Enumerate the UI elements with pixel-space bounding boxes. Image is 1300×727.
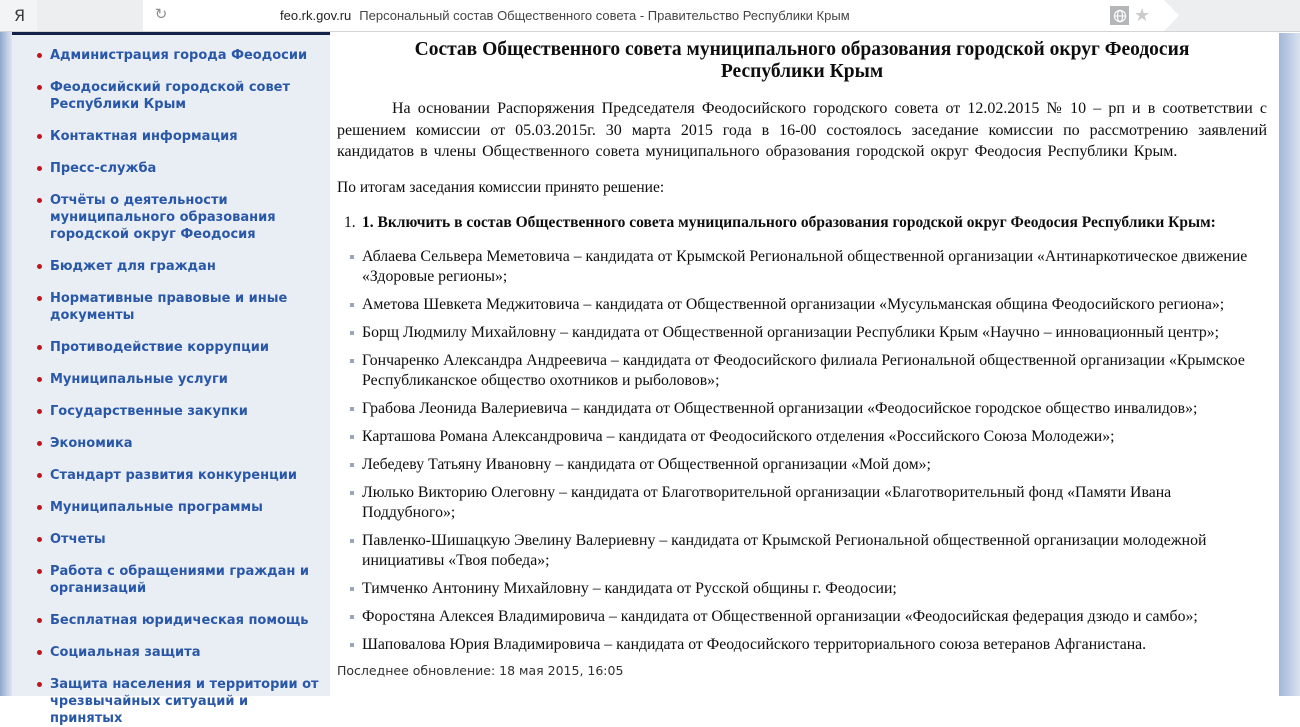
address-bar-text[interactable] [280, 8, 850, 24]
member-name-text: Борщ Людмилу Михайловну – кандидата от Общественной организации Республики Крым «Научно – инновационный центр»; [362, 323, 1220, 341]
member-list-item [362, 247, 1267, 287]
last-update-timestamp: Последнее обновление: 18 мая 2015, 16:05 [337, 662, 624, 678]
bookmark-star-icon[interactable]: ★ [1134, 5, 1151, 25]
sidebar-menu [36, 47, 322, 727]
yandex-browser-icon[interactable]: Я [14, 6, 26, 25]
sidebar-item[interactable] [36, 79, 322, 113]
member-name-text: Аметова Шевкета Меджитовича – кандидата от Общественной организации «Мусульманская община Феодосийского региона»; [362, 295, 1225, 313]
sidebar-item-label: Нормативные правовые и иные документы [50, 291, 288, 323]
member-name-text: Карташова Романа Александровича – кандидата от Феодосийского отделения «Российского Союза Молодежи»; [362, 427, 1115, 445]
sidebar-item[interactable] [36, 160, 322, 177]
intro-paragraph: На основании Распоряжения Председателя Феодосийского городского совета от 12.02.2015 № 10 – рп и в соответствии с решением комиссии от 05.03.2015г. 30 марта 2015 года в 16-00 состоялось заседание комиссии по рассмотрению заявлений кандидатов в члены Общественного совета муниципального образования городской округ Феодосия Республики Крым. [337, 100, 1267, 160]
sidebar-item-label: Бесплатная юридическая помощь [50, 613, 309, 628]
sidebar-item[interactable] [36, 258, 322, 275]
member-name-text: Аблаева Сельвера Меметовича – кандидата от Крымской Региональной общественной организации «Антинаркотическое движение «Здоровые регионы»; [362, 247, 1248, 285]
sidebar-item[interactable] [36, 435, 322, 452]
sidebar-item[interactable] [36, 563, 322, 597]
member-list-item [362, 579, 1267, 599]
sidebar-item-label: Пресс-служба [50, 161, 157, 176]
sidebar-item[interactable] [36, 47, 322, 64]
member-name-text: Грабова Леонида Валериевича – кандидата от Общественной организации «Феодосийское городское общество инвалидов»; [362, 399, 1198, 417]
list-intro-text: 1. Включить в состав Общественного совета муниципального образования городской округ Феодосия Республики Крым: [362, 213, 1216, 231]
sidebar-item-label: Государственные закупки [50, 404, 248, 419]
sidebar-item[interactable] [36, 644, 322, 661]
list-number: 1. [344, 213, 356, 231]
member-name-text: Люлько Викторию Олеговну – кандидата от Благотворительной организации «Благотворительный фонд «Памяти Ивана Поддубного»; [362, 483, 1172, 521]
sidebar-item[interactable] [36, 371, 322, 388]
sidebar-item-label: Стандарт развития конкуренции [50, 468, 297, 483]
sidebar-item-label: Противодействие коррупции [50, 340, 269, 355]
sidebar-item[interactable] [36, 192, 322, 243]
member-list-item [362, 399, 1267, 419]
sidebar-item[interactable] [36, 290, 322, 324]
members-list [337, 247, 1267, 655]
member-name-text: Гончаренко Александра Андреевича – кандидата от Феодосийского филиала Региональной общественной организации «Крымское Республиканское общество охотников и рыболовов»; [362, 351, 1245, 389]
sidebar-item-label: Бюджет для граждан [50, 259, 216, 274]
sidebar-item[interactable] [36, 128, 322, 145]
sidebar-item-label: Социальная защита [50, 645, 201, 660]
member-list-item [362, 351, 1267, 391]
url-domain: feo.rk.gov.ru [280, 8, 352, 23]
sidebar-item[interactable] [36, 339, 322, 356]
member-list-item [362, 295, 1267, 315]
sidebar-item-label: Администрация города Феодосии [50, 48, 308, 63]
sidebar-item-label: Контактная информация [50, 129, 238, 144]
site-globe-icon[interactable] [1110, 6, 1129, 25]
member-name-text: Шаповалова Юрия Владимировича – кандидата от Феодосийского территориального союза ветеранов Афганистана. [362, 635, 1147, 653]
sidebar-item-label: Муниципальные услуги [50, 372, 228, 387]
browser-toolbar [0, 0, 1300, 32]
sidebar-item[interactable] [36, 403, 322, 420]
sidebar-item-label: Отчеты [50, 532, 106, 547]
sidebar-item-label: Экономика [50, 436, 133, 451]
reload-icon[interactable]: ↻ [154, 6, 168, 23]
sidebar-item[interactable] [36, 467, 322, 484]
member-list-item [362, 427, 1267, 447]
sidebar-item[interactable] [36, 499, 322, 516]
member-list-item [362, 531, 1267, 571]
page-right-border [1279, 33, 1300, 696]
sidebar-navigation [12, 31, 330, 726]
globe-icon [1113, 9, 1127, 23]
ordered-list-item [337, 213, 1267, 233]
sidebar-item[interactable] [36, 676, 322, 727]
member-name-text: Павленко-Шишацкую Эвелину Валериевну – кандидата от Крымской Региональной общественной организации молодежной инициативы «Твоя победа»; [362, 531, 1207, 569]
sidebar-item-label: Феодосийский городской совет Республики Крым [50, 80, 291, 112]
member-list-item [362, 607, 1267, 627]
sidebar-item[interactable] [36, 531, 322, 548]
page-title: Состав Общественного совета муниципального образования городской округ Феодосия Республики Крым [414, 39, 1190, 82]
member-name-text: Форостяна Алексея Владимировича – кандидата от Общественной организации «Феодосийская федерация дзюдо и самбо»; [362, 607, 1198, 625]
sidebar-item-label: Муниципальные программы [50, 500, 263, 515]
page-left-border [0, 31, 12, 696]
member-list-item [362, 323, 1267, 343]
sidebar-item-label: Работа с обращениями граждан и организаций [50, 564, 310, 596]
sidebar-item-label: Отчёты о деятельности муниципального образования городской округ Феодосия [50, 193, 276, 242]
sidebar-item-label: Защита населения и территории от чрезвычайных ситуаций и принятых [50, 677, 319, 726]
main-content [337, 31, 1267, 678]
member-list-item [362, 455, 1267, 475]
member-list-item [362, 483, 1267, 523]
tab-page-title: Персональный состав Общественного совета - Правительство Республики Крым [359, 8, 850, 23]
member-list-item [362, 635, 1267, 655]
decision-paragraph: По итогам заседания комиссии принято решение: [337, 178, 665, 196]
sidebar-item[interactable] [36, 612, 322, 629]
member-name-text: Лебедеву Татьяну Ивановну – кандидата от Общественной организации «Мой дом»; [362, 455, 931, 473]
member-name-text: Тимченко Антонину Михайловну – кандидата от Русской общины г. Феодосии; [362, 579, 897, 597]
